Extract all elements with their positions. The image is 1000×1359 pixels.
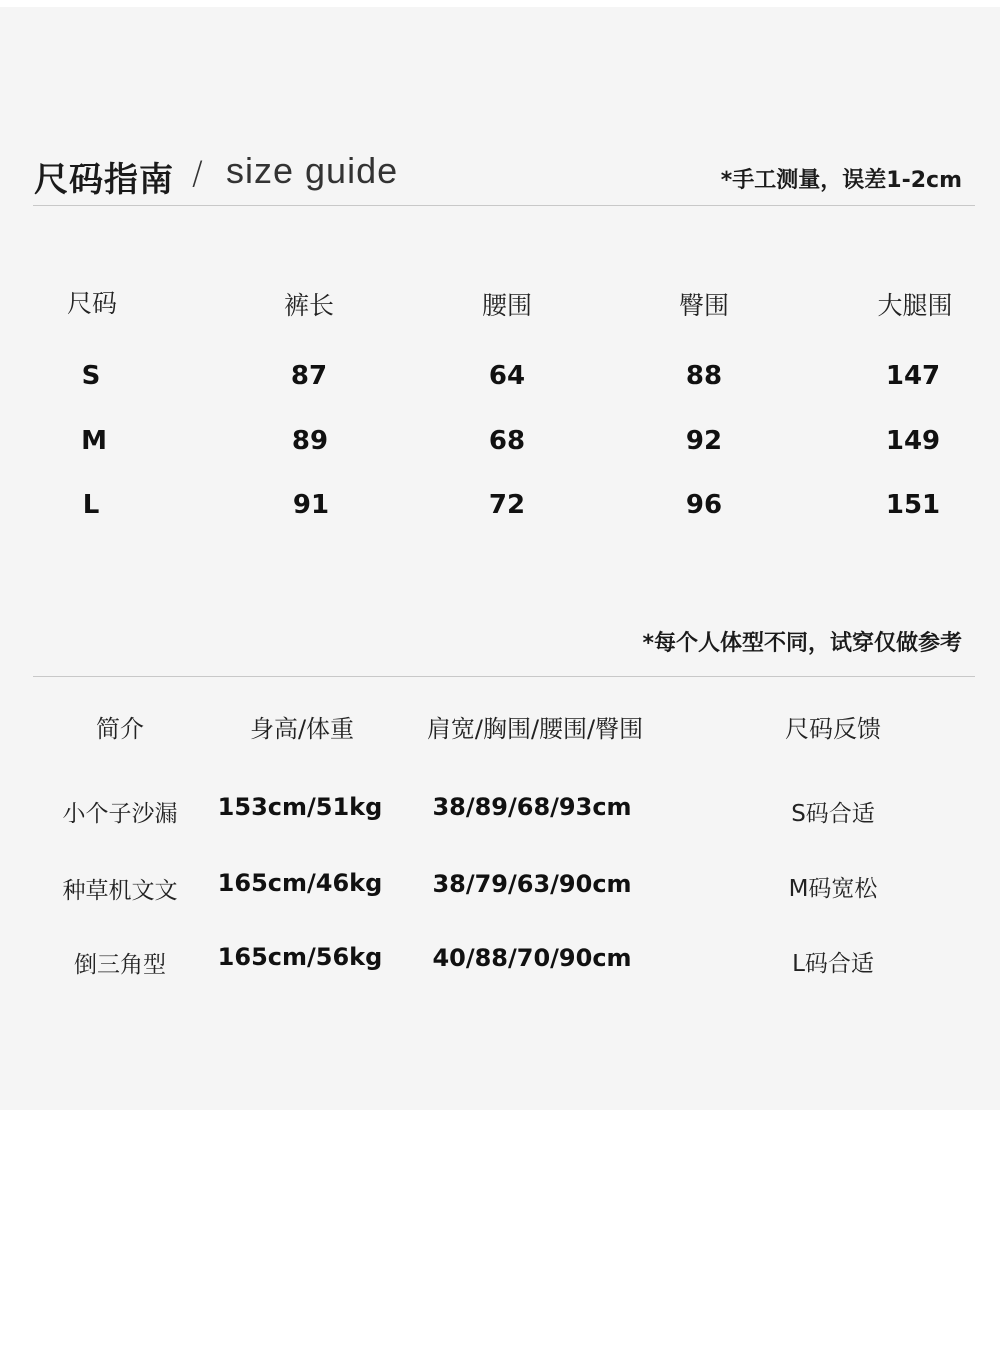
size-header-size: 尺码 [66, 289, 118, 318]
feedback-cell: 165cm/46kg [217, 869, 383, 897]
size-header-waist: 腰围 [481, 291, 533, 320]
size-cell: 87 [290, 361, 328, 391]
feedback-cell: 小个子沙漏 [62, 801, 178, 827]
divider [33, 676, 975, 677]
size-cell: 68 [488, 426, 526, 456]
divider [33, 205, 975, 206]
size-header-length: 裤长 [283, 291, 335, 320]
size-cell: 88 [685, 361, 723, 391]
size-cell: 89 [291, 426, 329, 456]
feedback-header-size-feedback: 尺码反馈 [785, 715, 881, 743]
measurement-note: *手工测量，误差1-2cm [720, 168, 962, 193]
size-cell: M [81, 426, 107, 456]
feedback-cell: 倒三角型 [74, 952, 166, 978]
feedback-cell: M码宽松 [788, 876, 878, 902]
size-header-thigh: 大腿围 [877, 291, 953, 320]
feedback-cell: 38/79/63/90cm [432, 870, 632, 898]
feedback-cell: L码合适 [792, 951, 874, 977]
size-cell: 147 [885, 361, 941, 391]
size-cell: 91 [292, 490, 330, 520]
size-cell: 96 [685, 490, 723, 520]
feedback-cell: 40/88/70/90cm [432, 944, 632, 972]
size-cell: 151 [885, 490, 941, 520]
page-title: 尺码指南 [34, 160, 174, 200]
feedback-cell: 153cm/51kg [217, 793, 383, 821]
feedback-cell: 165cm/56kg [217, 943, 383, 971]
feedback-cell: 种草机文文 [62, 878, 178, 904]
size-cell: 149 [885, 426, 941, 456]
size-cell: 92 [685, 426, 723, 456]
feedback-header-profile: 简介 [96, 715, 144, 743]
fit-note: *每个人体型不同，试穿仅做参考 [642, 631, 962, 656]
feedback-cell: S码合适 [791, 801, 875, 827]
size-cell: 72 [488, 490, 526, 520]
feedback-header-height-weight: 身高/体重 [249, 715, 355, 743]
size-cell: L [82, 490, 100, 520]
title-separator: / [192, 154, 203, 192]
page-subtitle: size guide [226, 150, 399, 191]
feedback-cell: 38/89/68/93cm [432, 793, 632, 821]
size-cell: S [81, 361, 101, 391]
size-cell: 64 [488, 361, 526, 391]
size-header-hip: 臀围 [678, 291, 730, 320]
feedback-header-measurements: 肩宽/胸围/腰围/臀围 [426, 715, 644, 743]
